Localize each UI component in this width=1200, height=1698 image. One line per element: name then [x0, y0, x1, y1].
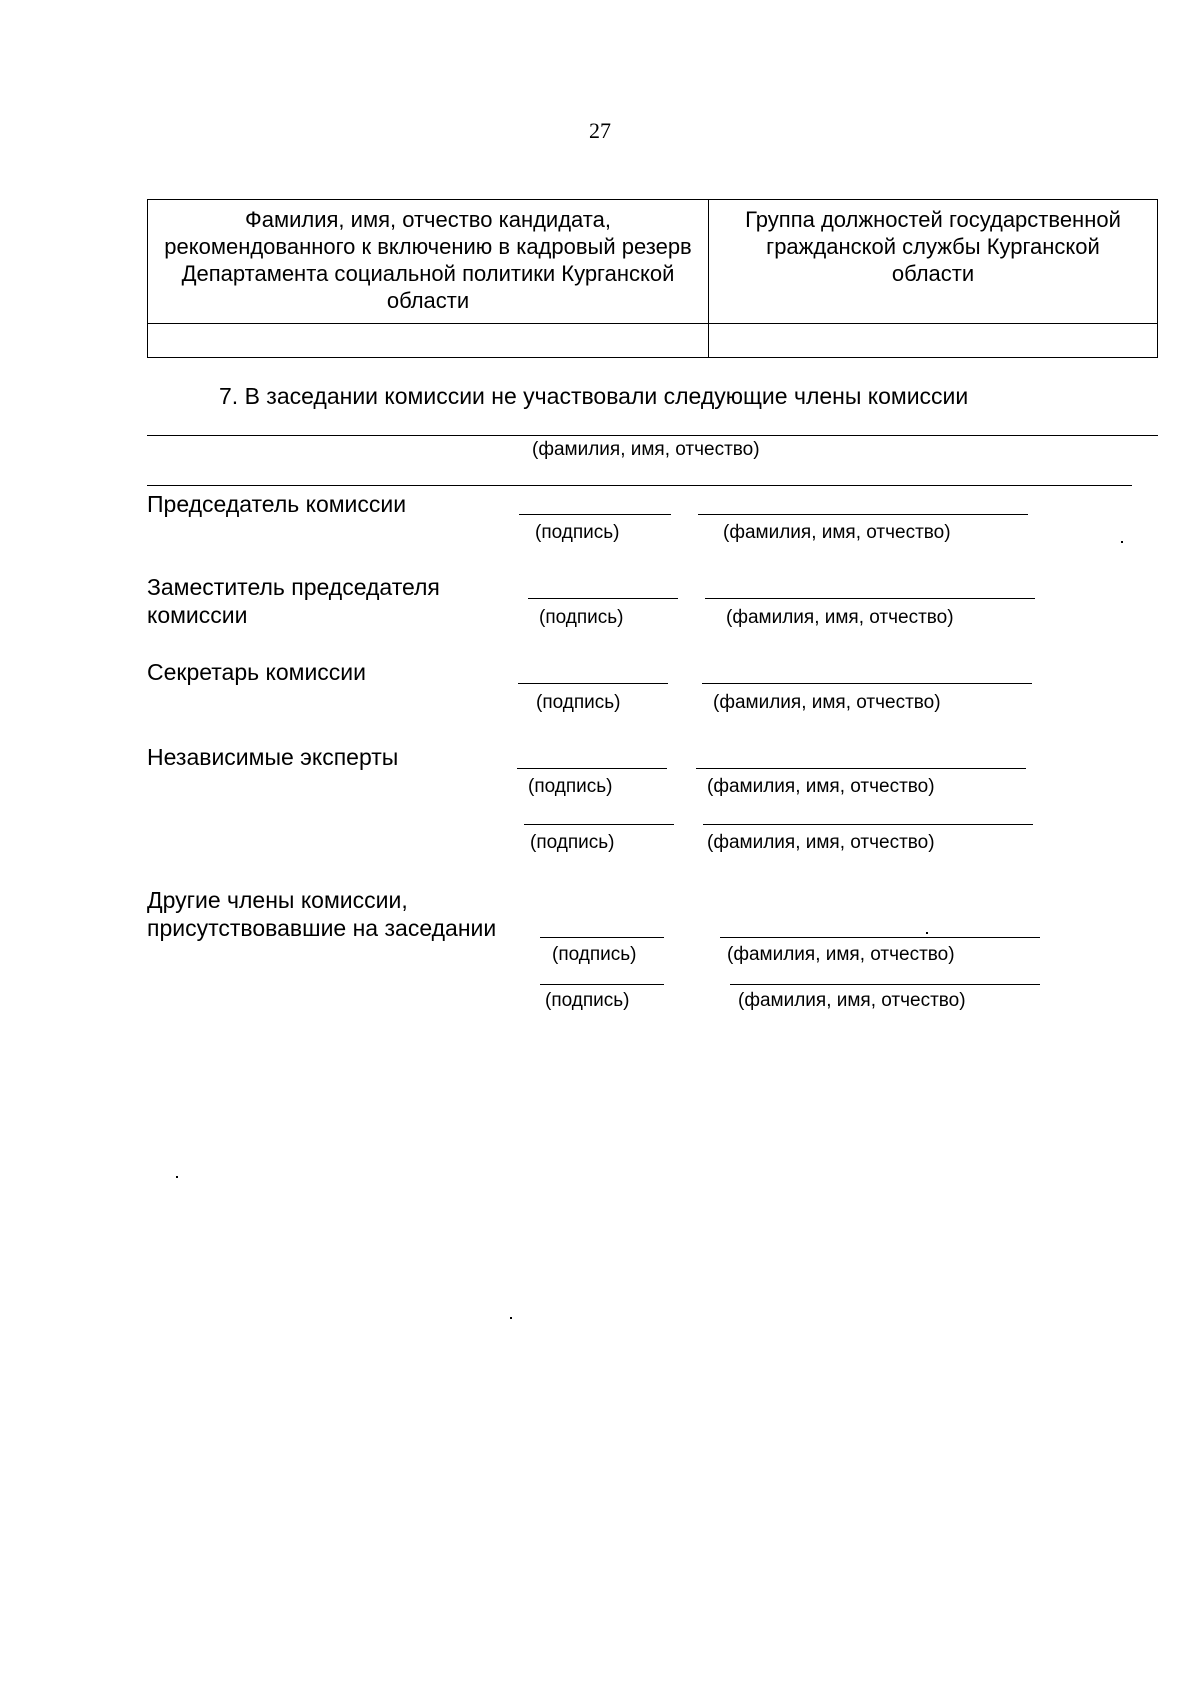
signature-line-expert-1[interactable]: [517, 768, 667, 769]
signature-caption: (подпись): [545, 990, 630, 1011]
header-candidate-name: Фамилия, имя, отчество кандидата, рекомендованного к включению в кадровый резерв Департамента социальной политики Курганской области: [148, 200, 709, 324]
candidates-table: [147, 199, 1158, 358]
signature-caption: (подпись): [539, 607, 624, 628]
signature-caption: (подпись): [528, 776, 613, 797]
scan-speck: [1121, 541, 1123, 543]
fio-line-other-1[interactable]: [720, 937, 1040, 938]
signature-line-chairman[interactable]: [519, 514, 671, 515]
fio-line-chairman[interactable]: [698, 514, 1028, 515]
fio-line-expert-2[interactable]: [703, 824, 1033, 825]
scan-speck: [510, 1317, 512, 1319]
role-experts: Независимые эксперты: [147, 744, 399, 770]
role-deputy-line1: Заместитель председателя: [147, 574, 440, 600]
fio-caption: (фамилия, имя, отчество): [723, 522, 951, 543]
scan-speck: [926, 932, 928, 934]
table-header-row: [148, 200, 1158, 324]
scan-speck: [176, 1176, 178, 1178]
role-deputy-line2: комиссии: [147, 602, 248, 628]
fio-line-other-2[interactable]: [730, 984, 1040, 985]
signature-line-deputy[interactable]: [528, 598, 678, 599]
signature-caption: (подпись): [530, 832, 615, 853]
role-chairman: Председатель комиссии: [147, 491, 407, 517]
signature-line-other-2[interactable]: [540, 984, 664, 985]
fio-caption: (фамилия, имя, отчество): [532, 439, 760, 460]
table-cell-group[interactable]: [709, 324, 1158, 358]
fio-line-absent-2[interactable]: [147, 485, 1132, 486]
section-heading: 7. В заседании комиссии не участвовали следующие члены комиссии: [219, 383, 969, 409]
fio-line-secretary[interactable]: [702, 683, 1032, 684]
signature-caption: (подпись): [552, 944, 637, 965]
fio-caption: (фамилия, имя, отчество): [727, 944, 955, 965]
signature-line-other-1[interactable]: [540, 937, 664, 938]
fio-caption: (фамилия, имя, отчество): [707, 776, 935, 797]
fio-line-expert-1[interactable]: [696, 768, 1026, 769]
signature-caption: (подпись): [535, 522, 620, 543]
fio-caption: (фамилия, имя, отчество): [726, 607, 954, 628]
fio-line-absent-1[interactable]: [147, 435, 1158, 436]
signature-line-secretary[interactable]: [518, 683, 668, 684]
header-position-group: Группа должностей государственной гражданской службы Курганской области: [709, 200, 1158, 324]
table-cell-candidate[interactable]: [148, 324, 709, 358]
role-secretary: Секретарь комиссии: [147, 659, 366, 685]
fio-caption: (фамилия, имя, отчество): [707, 832, 935, 853]
page-number: 27: [589, 118, 611, 143]
fio-line-deputy[interactable]: [705, 598, 1035, 599]
fio-caption: (фамилия, имя, отчество): [713, 692, 941, 713]
role-others-line2: присутствовавшие на заседании: [147, 915, 497, 941]
table-row: [148, 324, 1158, 358]
fio-caption: (фамилия, имя, отчество): [738, 990, 966, 1011]
role-others-line1: Другие члены комиссии,: [147, 887, 408, 913]
signature-line-expert-2[interactable]: [524, 824, 674, 825]
signature-caption: (подпись): [536, 692, 621, 713]
